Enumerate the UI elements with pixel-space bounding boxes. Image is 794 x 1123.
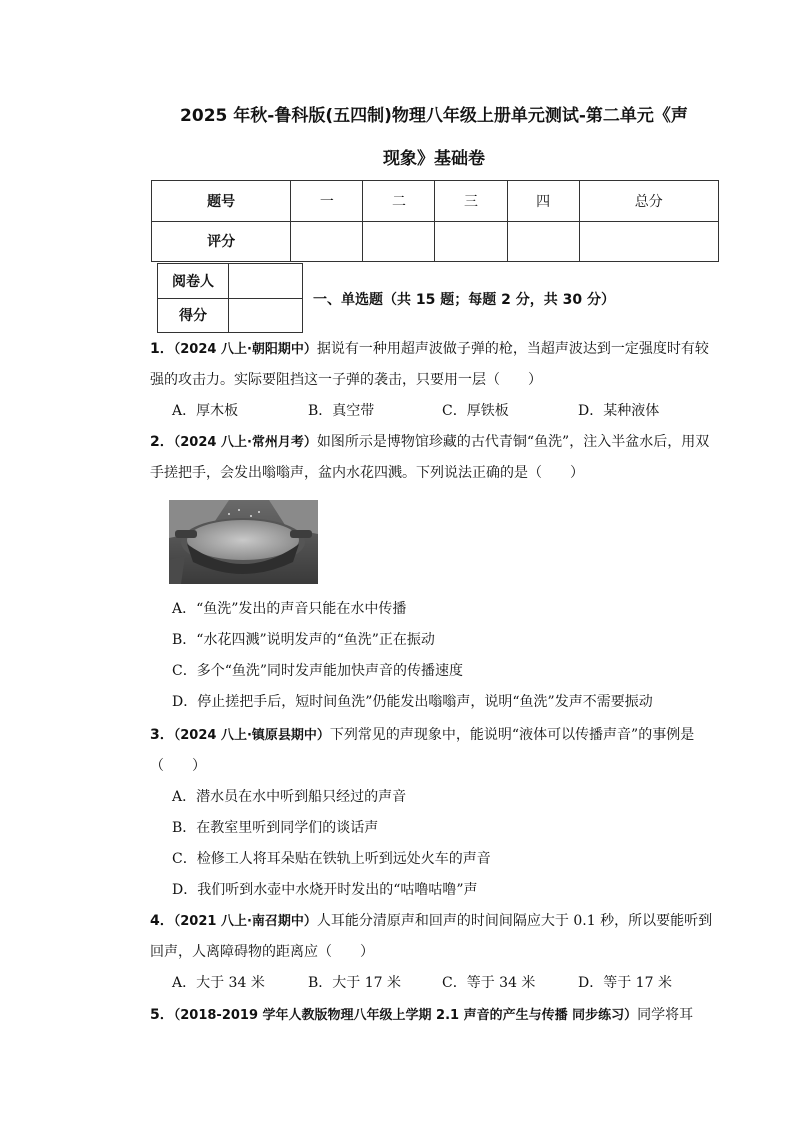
- question-number: 1．: [150, 341, 174, 357]
- question-number: 4．: [150, 913, 174, 929]
- question-2-option-b: B．“水花四溅”说明发声的“鱼洗”正在振动: [172, 632, 435, 648]
- question-number: 3．: [150, 727, 174, 743]
- question-3: [150, 720, 720, 782]
- option-d: D．等于 17 米: [578, 975, 672, 991]
- grade-cell-3: [435, 221, 507, 262]
- question-2-option-c: C．多个“鱼洗”同时发声能加快声音的传播速度: [172, 663, 464, 679]
- question-5: [150, 1000, 720, 1031]
- question-stem: 同学将耳: [637, 1007, 694, 1023]
- yuxi-photo-image: [169, 500, 318, 584]
- section-score-blank: [229, 298, 303, 333]
- score-cell-label: 题号: [152, 181, 291, 222]
- option-d: D．某种液体: [578, 403, 660, 419]
- grade-cell-total: [579, 221, 718, 262]
- question-source: （2024 八上·镇原县期中）: [173, 728, 330, 743]
- option-c: C．厚铁板: [442, 403, 509, 419]
- grade-cell-4: [507, 221, 579, 262]
- question-2: [150, 427, 720, 489]
- question-source: （2024 八上·朝阳期中）: [173, 342, 317, 357]
- option-a: A．大于 34 米: [172, 975, 265, 991]
- exam-title-line-2: 现象》基础卷: [383, 149, 485, 169]
- question-source: （2024 八上·常州月考）: [173, 435, 317, 450]
- grade-cell-1: [291, 221, 363, 262]
- section-score-label: 得分: [158, 298, 229, 333]
- question-3-option-b: B．在教室里听到同学们的谈话声: [172, 820, 379, 836]
- question-number: 5．: [150, 1007, 174, 1023]
- option-b: B．大于 17 米: [308, 975, 402, 991]
- score-cell-total: 总分: [579, 181, 718, 222]
- score-table: [151, 180, 719, 262]
- section-heading-single-choice: 一、单选题（共 15 题；每题 2 分，共 30 分）: [313, 292, 615, 308]
- reviewer-label: 阅卷人: [158, 264, 229, 299]
- question-number: 2．: [150, 434, 174, 450]
- yuxi-bronze-basin-photo: [169, 500, 318, 584]
- score-cell-part-2: 二: [363, 181, 435, 222]
- option-a: A．厚木板: [172, 403, 239, 419]
- question-stem: 下列常见的声现象中，能说明“液体可以传播声音”的事例是（ ）: [150, 727, 695, 774]
- question-stem: 如图所示是博物馆珍藏的古代青铜“鱼洗”，注入半盆水后，用双手搓把手，会发出嗡嗡声，盆内水花四溅。下列说法正确的是（ ）: [150, 434, 710, 481]
- question-1: [150, 334, 720, 396]
- reviewer-blank: [229, 264, 303, 299]
- question-source: （2018-2019 学年人教版物理八年级上学期 2.1 声音的产生与传播 同步练习）: [173, 1008, 638, 1023]
- score-cell-part-3: 三: [435, 181, 507, 222]
- exam-title-line-1: 2025 年秋-鲁科版(五四制)物理八年级上册单元测试-第二单元《声: [180, 106, 688, 126]
- question-2-option-a: A．“鱼洗”发出的声音只能在水中传播: [172, 601, 407, 617]
- question-3-option-d: D．我们听到水壶中水烧开时发出的“咕噜咕噜”声: [172, 882, 478, 898]
- question-2-option-d: D．停止搓把手后，短时间鱼洗”仍能发出嗡嗡声，说明“鱼洗”发声不需要振动: [172, 694, 653, 710]
- grader-box: [157, 263, 303, 333]
- score-cell-part-4: 四: [507, 181, 579, 222]
- question-stem: 据说有一种用超声波做子弹的枪，当超声波达到一定强度时有较强的攻击力。实际要阻挡这一子弹的袭击，只要用一层（ ）: [150, 341, 709, 388]
- option-c: C．等于 34 米: [442, 975, 536, 991]
- question-source: （2021 八上·南召期中）: [173, 914, 317, 929]
- score-cell-part-1: 一: [291, 181, 363, 222]
- option-b: B．真空带: [308, 403, 375, 419]
- question-stem: 人耳能分清原声和回声的时间间隔应大于 0.1 秒，所以要能听到回声，人离障碍物的距离应（ ）: [150, 913, 713, 960]
- score-table-grade-row: [152, 221, 719, 262]
- question-3-option-c: C．检修工人将耳朵贴在铁轨上听到远处火车的声音: [172, 851, 491, 867]
- question-3-option-a: A．潜水员在水中听到船只经过的声音: [172, 789, 407, 805]
- question-4: [150, 906, 720, 968]
- grade-row-label: 评分: [152, 221, 291, 262]
- grade-cell-2: [363, 221, 435, 262]
- score-table-header-row: [152, 181, 719, 222]
